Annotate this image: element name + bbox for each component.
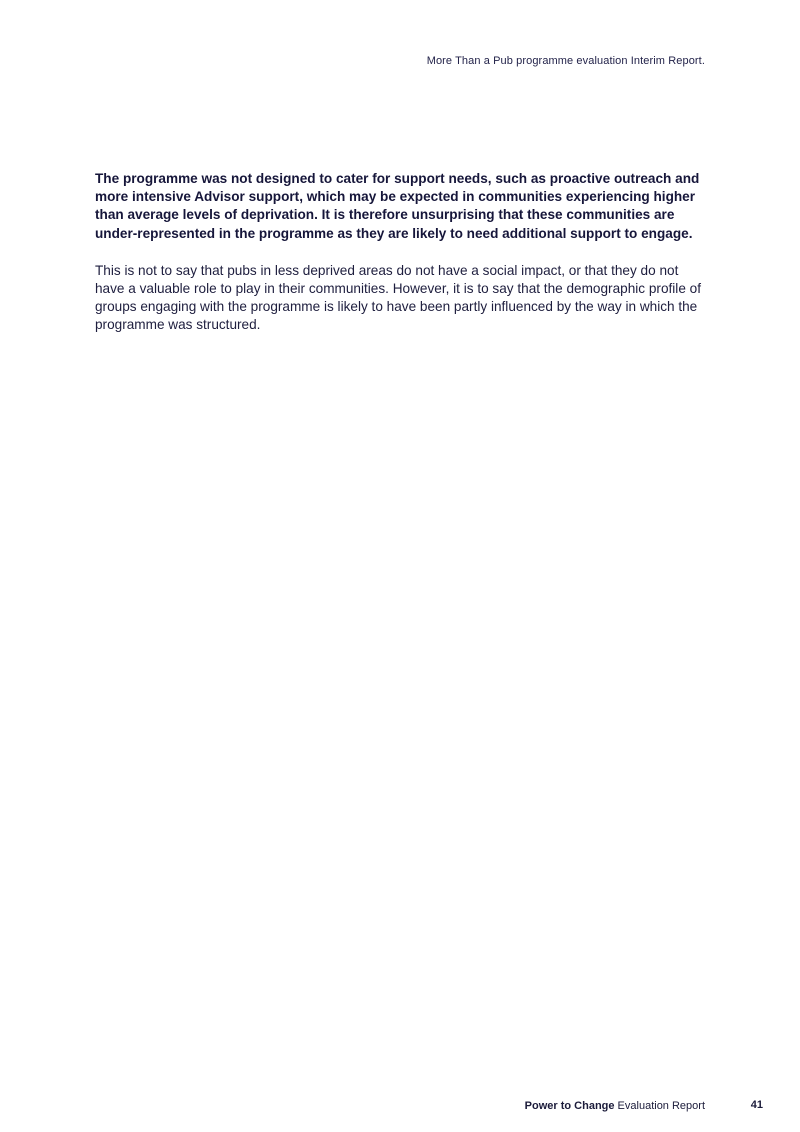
main-content bbox=[95, 170, 705, 354]
footer-report-title bbox=[525, 1100, 705, 1112]
body-paragraph: This is not to say that pubs in less deprived areas do not have a social impact, or that they do not have a valuable role to play in their communities. However, it is to say that the demographic profile of groups engaging with the programme is likely to have been partly influenced by the way in which the programme was structured. bbox=[95, 262, 701, 333]
page-number: 41 bbox=[750, 1099, 763, 1111]
footer-brand: Power to Change bbox=[524, 1100, 615, 1112]
footer-report-label: Evaluation Report bbox=[614, 1100, 705, 1112]
bold-paragraph: The programme was not designed to cater for support needs, such as proactive outreach and more intensive Advisor support, which may be expected in communities experiencing higher than average levels of deprivation. It is therefore unsurprising that these communities are under-represented in the programme as they are likely to need additional support to engage. bbox=[95, 171, 700, 241]
running-header: More Than a Pub programme evaluation Interim Report. bbox=[426, 55, 705, 67]
page-footer bbox=[0, 1099, 800, 1115]
